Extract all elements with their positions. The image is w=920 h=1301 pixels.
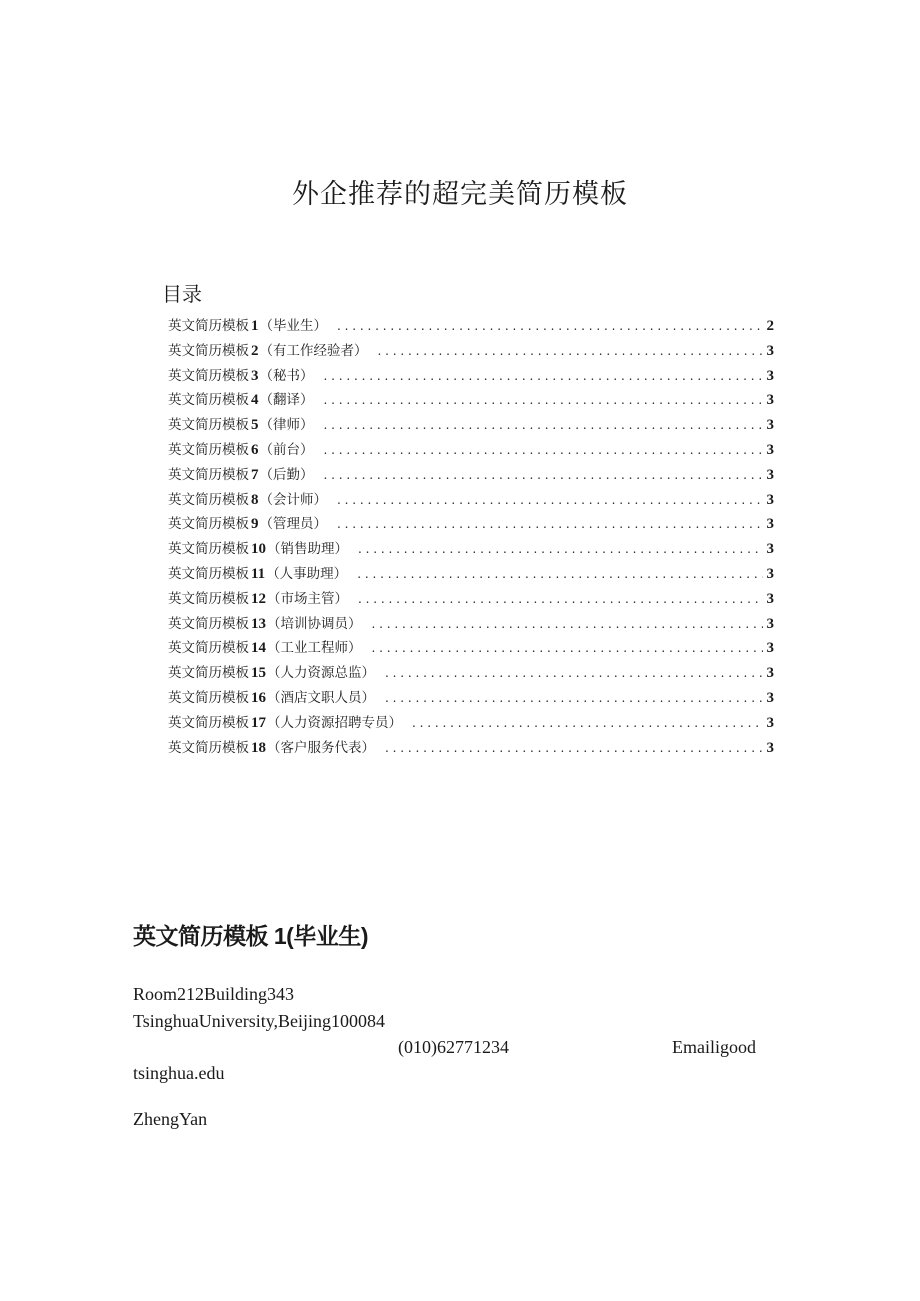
toc-entry[interactable]: [168, 537, 774, 562]
toc-entry-number: 12: [251, 590, 266, 607]
toc-dot-leader: [385, 666, 763, 680]
toc-entry-prefix: 英文简历模板: [168, 466, 249, 483]
toc-entry-number: 3: [251, 367, 259, 384]
toc-dot-leader: [324, 369, 763, 383]
toc-entry-subtitle: （会计师）: [259, 491, 327, 508]
toc-entry-prefix: 英文简历模板: [168, 689, 249, 706]
toc-entry-subtitle: （毕业生）: [259, 318, 327, 334]
toc-entry-prefix: 英文简历模板: [168, 441, 249, 458]
toc-entry-prefix: 英文简历模板: [168, 392, 249, 409]
toc-entry-prefix: 英文简历模板: [168, 342, 249, 359]
toc-dot-leader: [378, 344, 763, 358]
resume-name: ZhengYan: [133, 1109, 208, 1129]
toc-entry-number: 4: [251, 392, 259, 409]
toc-entry[interactable]: [168, 339, 774, 364]
toc-entry-page: 3: [766, 541, 774, 558]
toc-heading: 目录: [162, 282, 202, 306]
toc-entry[interactable]: [168, 711, 774, 736]
toc-entry-subtitle: （管理员）: [259, 516, 327, 533]
toc-dot-leader: [372, 617, 763, 631]
toc-entry-prefix: 英文简历模板: [168, 714, 249, 731]
toc-entry[interactable]: [168, 512, 774, 537]
toc-dot-leader: [357, 567, 762, 581]
toc-entry-page: 3: [766, 714, 774, 731]
toc-entry[interactable]: [168, 364, 774, 389]
toc-dot-leader: [324, 468, 763, 482]
toc-dot-leader: [324, 393, 763, 407]
toc-entry-number: 11: [251, 565, 266, 582]
toc-dot-leader: [337, 319, 763, 333]
email-part-1: Emailigood: [672, 1037, 756, 1057]
toc-entry-subtitle: （市场主管）: [267, 590, 348, 607]
toc-entry[interactable]: [168, 413, 774, 438]
toc-entry[interactable]: [168, 314, 774, 339]
toc-entry-subtitle: （人事助理）: [266, 565, 348, 582]
toc-entry-number: 5: [251, 417, 259, 434]
toc-entry-number: 6: [251, 441, 259, 458]
toc-entry-prefix: 英文简历模板: [168, 590, 249, 607]
address-line-2: TsinghuaUniversity,Beijing100084: [133, 1011, 386, 1031]
toc-dot-leader: [337, 517, 763, 531]
toc-entry-page: 3: [766, 640, 774, 657]
section-title: 英文简历模板 1(毕业生): [133, 923, 368, 949]
toc-entry-prefix: 英文简历模板: [168, 565, 249, 582]
toc-entry-page: 3: [766, 491, 774, 508]
toc-entry[interactable]: [168, 463, 774, 488]
toc-entry-prefix: 英文简历模板: [168, 417, 249, 434]
toc-entry[interactable]: [168, 388, 774, 413]
toc-entry-subtitle: （培训协调员）: [267, 615, 362, 632]
toc-entry-number: 7: [251, 466, 259, 483]
toc-entry-subtitle: （人力资源总监）: [267, 665, 375, 682]
toc-entry-number: 17: [251, 714, 266, 731]
toc-entry-number: 16: [251, 689, 266, 706]
toc-dot-leader: [324, 418, 763, 432]
toc-entry-page: 3: [766, 516, 774, 533]
toc-entry-prefix: 英文简历模板: [168, 640, 249, 657]
document-title: 外企推荐的超完美简历模板: [292, 179, 628, 210]
toc-entry-subtitle: （人力资源招聘专员）: [267, 714, 402, 731]
toc-entry-number: 13: [251, 615, 266, 632]
toc-entry-prefix: 英文简历模板: [168, 665, 249, 682]
address-line-1: Room212Building343: [133, 984, 295, 1004]
toc-entry-number: 18: [251, 739, 266, 756]
toc-dot-leader: [412, 716, 763, 730]
toc-entry-page: 3: [766, 441, 774, 458]
toc-entry[interactable]: [168, 686, 774, 711]
toc-entry-number: 10: [251, 541, 266, 558]
toc-entry[interactable]: [168, 587, 774, 612]
toc-entry-page: 3: [766, 466, 774, 483]
toc-entry[interactable]: [168, 562, 774, 587]
toc-entry-number: 1: [251, 318, 259, 334]
toc-entry-page: 3: [766, 689, 774, 706]
toc-entry[interactable]: [168, 661, 774, 686]
toc-dot-leader: [324, 443, 763, 457]
toc-entry-subtitle: （后勤）: [259, 466, 314, 483]
toc-entry[interactable]: [168, 636, 774, 661]
toc-dot-leader: [385, 741, 763, 755]
toc-entry-prefix: 英文简历模板: [168, 739, 249, 756]
toc-entry-page: 2: [766, 318, 774, 334]
toc-entry-page: 3: [766, 367, 774, 384]
toc-entry-subtitle: （客户服务代表）: [267, 739, 375, 756]
toc-entry-page: 3: [766, 739, 774, 756]
toc-dot-leader: [372, 641, 763, 655]
toc-entry-prefix: 英文简历模板: [168, 615, 249, 632]
toc-entry-prefix: 英文简历模板: [168, 541, 249, 558]
table-of-contents: [168, 314, 774, 760]
toc-entry-subtitle: （工业工程师）: [267, 640, 362, 657]
toc-entry-number: 2: [251, 342, 259, 359]
toc-entry[interactable]: [168, 736, 774, 761]
toc-entry-number: 8: [251, 491, 259, 508]
toc-entry-subtitle: （销售助理）: [267, 541, 348, 558]
toc-entry-subtitle: （有工作经验者）: [259, 342, 368, 359]
toc-entry-number: 15: [251, 665, 266, 682]
toc-entry-page: 3: [766, 417, 774, 434]
toc-dot-leader: [337, 493, 763, 507]
toc-entry[interactable]: [168, 438, 774, 463]
toc-entry-prefix: 英文简历模板: [168, 491, 249, 508]
toc-dot-leader: [385, 691, 763, 705]
toc-entry-subtitle: （酒店文职人员）: [267, 689, 375, 706]
toc-entry[interactable]: [168, 612, 774, 637]
toc-entry-prefix: 英文简历模板: [168, 516, 249, 533]
toc-entry-subtitle: （前台）: [259, 441, 314, 458]
toc-entry-prefix: 英文简历模板: [168, 367, 249, 384]
toc-dot-leader: [358, 542, 763, 556]
toc-entry-number: 14: [251, 640, 266, 657]
toc-entry-page: 3: [766, 615, 774, 632]
email-part-2: tsinghua.edu: [133, 1063, 225, 1083]
toc-dot-leader: [358, 592, 763, 606]
toc-entry-page: 3: [766, 342, 774, 359]
toc-entry-subtitle: （律师）: [259, 417, 314, 434]
toc-entry-prefix: 英文简历模板: [168, 318, 249, 334]
toc-entry-page: 3: [766, 392, 774, 409]
toc-entry[interactable]: [168, 488, 774, 513]
toc-entry-page: 3: [766, 565, 774, 582]
toc-entry-subtitle: （秘书）: [259, 367, 314, 384]
phone-number: (010)62771234: [398, 1037, 509, 1057]
toc-entry-number: 9: [251, 516, 259, 533]
toc-entry-page: 3: [766, 590, 774, 607]
toc-entry-subtitle: （翻译）: [259, 392, 314, 409]
toc-entry-page: 3: [766, 665, 774, 682]
